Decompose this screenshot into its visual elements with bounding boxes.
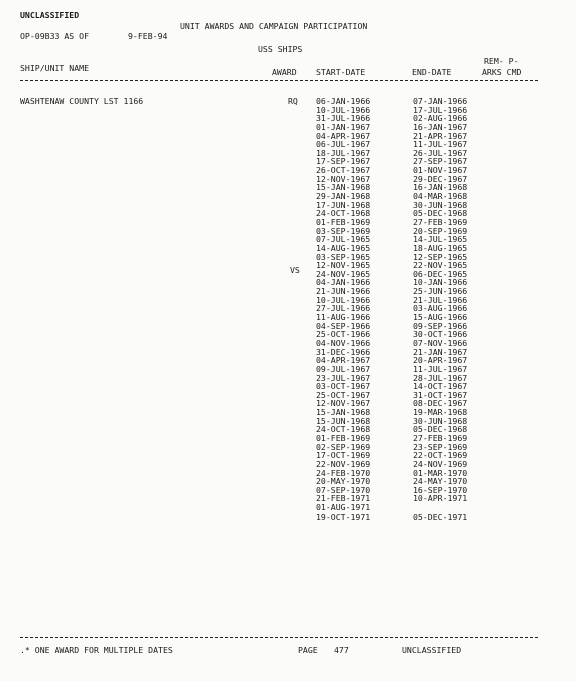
end-date-cell: 15-AUG-1966 (413, 312, 468, 323)
start-date-cell: 24-OCT-1968 (316, 208, 371, 219)
start-date-cell: 31-JUL-1966 (316, 113, 371, 124)
end-date-cell: 22-OCT-1969 (413, 450, 468, 461)
end-date-cell: 30-JUN-1968 (413, 199, 468, 210)
end-date-cell: 23-SEP-1969 (413, 441, 468, 452)
end-date-cell: 27-FEB-1969 (413, 432, 468, 443)
footnote: .* ONE AWARD FOR MULTIPLE DATES (20, 645, 173, 655)
end-date-cell: 26-JUL-1967 (413, 147, 468, 158)
end-date-cell: 30-OCT-1966 (413, 329, 468, 340)
end-date-cell: 09-SEP-1966 (413, 320, 468, 331)
end-date-cell: 28-JUL-1967 (413, 372, 468, 383)
start-date-cell: 06-JUL-1967 (316, 139, 371, 150)
end-date-cell: 01-NOV-1967 (413, 165, 468, 176)
end-date-cell: 04-MAR-1968 (413, 191, 468, 202)
end-date-cell: 21-JAN-1967 (413, 346, 468, 357)
end-date-cell: 05-DEC-1971 (413, 511, 468, 522)
start-date-column (316, 97, 370, 521)
start-date-cell: 20-MAY-1970 (316, 476, 371, 487)
start-date-cell: 03-OCT-1967 (316, 381, 371, 392)
end-date-cell: 16-SEP-1970 (413, 484, 468, 495)
start-date-cell: 10-JUL-1966 (316, 294, 371, 305)
footer-divider (20, 637, 538, 638)
start-date-cell: 18-JUL-1967 (316, 147, 371, 158)
start-date-cell: 07-SEP-1970 (316, 484, 371, 495)
start-date-cell: 01-FEB-1969 (316, 432, 371, 443)
end-date-cell: 01-MAR-1970 (413, 467, 468, 478)
end-date-cell: 07-JAN-1966 (413, 96, 468, 106)
end-date-cell: 17-JUL-1966 (413, 104, 468, 115)
start-date-cell: 04-NOV-1966 (316, 337, 371, 348)
end-date-header: END-DATE (412, 67, 452, 77)
end-date-cell: 11-JUL-1967 (413, 139, 468, 150)
start-date-cell: 04-APR-1967 (316, 355, 371, 366)
start-date-cell: 24-OCT-1968 (316, 424, 371, 435)
as-of-date: 9-FEB-94 (128, 31, 168, 41)
start-date-cell: 15-JAN-1968 (316, 407, 371, 418)
page-label: PAGE (298, 645, 318, 655)
start-date-cell: 12-NOV-1967 (316, 173, 371, 184)
start-date-cell: 09-JUL-1967 (316, 363, 371, 374)
start-date-cell: 24-NOV-1965 (316, 268, 371, 279)
end-date-cell: 08-DEC-1967 (413, 398, 468, 409)
report-title: UNIT AWARDS AND CAMPAIGN PARTICIPATION (180, 21, 368, 31)
classification-top: UNCLASSIFIED (20, 10, 80, 20)
start-date-cell: 01-JAN-1967 (316, 121, 371, 132)
start-date-cell: 31-DEC-1966 (316, 346, 371, 357)
start-date-cell: 04-JAN-1966 (316, 277, 371, 288)
start-date-cell: 15-JUN-1968 (316, 415, 371, 426)
end-date-cell: 11-JUL-1967 (413, 363, 468, 374)
end-date-cell: 29-DEC-1967 (413, 173, 468, 184)
start-date-header: START-DATE (316, 67, 366, 77)
start-date-cell: 02-SEP-1969 (316, 441, 371, 452)
award-header: AWARD (272, 67, 297, 77)
start-date-cell: 06-JAN-1966 (316, 96, 371, 106)
start-date-cell: 04-APR-1967 (316, 130, 371, 141)
end-date-cell: 31-OCT-1967 (413, 389, 468, 400)
start-date-cell: 12-NOV-1967 (316, 398, 371, 409)
start-date-cell: 17-OCT-1969 (316, 450, 371, 461)
end-date-cell: 10-JAN-1966 (413, 277, 468, 288)
start-date-cell: 27-JUL-1966 (316, 303, 371, 314)
end-date-cell: 27-SEP-1967 (413, 156, 468, 167)
end-date-column (413, 97, 467, 521)
start-date-cell: 12-NOV-1965 (316, 260, 371, 271)
end-date-cell: 14-OCT-1967 (413, 381, 468, 392)
end-date-cell: 03-AUG-1966 (413, 303, 468, 314)
end-date-cell: 10-APR-1971 (413, 493, 468, 504)
end-date-cell: 16-JAN-1967 (413, 121, 468, 132)
end-date-cell: 19-MAR-1968 (413, 407, 468, 418)
start-date-cell: 11-AUG-1966 (316, 312, 371, 323)
end-date-cell: 07-NOV-1966 (413, 337, 468, 348)
award-code-rq: RQ (288, 96, 298, 106)
start-date-cell: 24-FEB-1970 (316, 467, 371, 478)
start-date-cell: 10-JUL-1966 (316, 104, 371, 115)
classification-bottom: UNCLASSIFIED (402, 645, 462, 655)
report-subtitle: USS SHIPS (258, 44, 303, 54)
start-date-cell: 03-SEP-1969 (316, 225, 371, 236)
start-date-cell: 22-NOV-1969 (316, 458, 371, 469)
start-date-cell: 19-OCT-1971 (316, 511, 371, 522)
start-date-cell: 01-FEB-1969 (316, 216, 371, 227)
award-code-vs: VS (290, 265, 300, 275)
start-date-cell: 25-OCT-1967 (316, 389, 371, 400)
end-date-cell: 24-MAY-1970 (413, 476, 468, 487)
end-date-cell: 30-JUN-1968 (413, 415, 468, 426)
unit-name-header: SHIP/UNIT NAME (20, 63, 90, 73)
end-date-cell: 21-JUL-1966 (413, 294, 468, 305)
start-date-cell: 01-AUG-1971 (316, 502, 371, 513)
start-date-cell: 29-JAN-1968 (316, 191, 371, 202)
end-date-cell: 20-SEP-1969 (413, 225, 468, 236)
end-date-cell: 24-NOV-1969 (413, 458, 468, 469)
start-date-cell: 03-SEP-1965 (316, 251, 371, 262)
start-date-cell: 21-JUN-1966 (316, 286, 371, 297)
report-id: OP-09B33 AS OF (20, 31, 90, 41)
end-date-cell: 22-NOV-1965 (413, 260, 468, 271)
end-date-cell: 18-AUG-1965 (413, 242, 468, 253)
end-date-cell: 21-APR-1967 (413, 130, 468, 141)
end-date-cell: 02-AUG-1966 (413, 113, 468, 124)
remarks-header-bottom: ARKS CMD (482, 67, 522, 77)
end-date-cell: 06-DEC-1965 (413, 268, 468, 279)
end-date-cell: 05-DEC-1968 (413, 208, 468, 219)
start-date-cell: 23-JUL-1967 (316, 372, 371, 383)
end-date-cell: 25-JUN-1966 (413, 286, 468, 297)
end-date-cell: 27-FEB-1969 (413, 216, 468, 227)
end-date-cell: 12-SEP-1965 (413, 251, 468, 262)
start-date-cell: 26-OCT-1967 (316, 165, 371, 176)
start-date-cell: 04-SEP-1966 (316, 320, 371, 331)
end-date-cell: 16-JAN-1968 (413, 182, 468, 193)
start-date-cell: 07-JUL-1965 (316, 234, 371, 245)
start-date-cell: 15-JAN-1968 (316, 182, 371, 193)
end-date-cell: 05-DEC-1968 (413, 424, 468, 435)
end-date-cell: 14-JUL-1965 (413, 234, 468, 245)
start-date-cell: 17-SEP-1967 (316, 156, 371, 167)
page-number: 477 (334, 645, 349, 655)
end-date-cell: 20-APR-1967 (413, 355, 468, 366)
start-date-cell: 21-FEB-1971 (316, 493, 371, 504)
header-divider (20, 80, 538, 81)
start-date-cell: 25-OCT-1966 (316, 329, 371, 340)
remarks-header-top: REM- P- (484, 56, 519, 66)
end-date-cell (413, 503, 467, 512)
start-date-cell: 17-JUN-1968 (316, 199, 371, 210)
unit-name: WASHTENAW COUNTY LST 1166 (20, 96, 144, 106)
start-date-cell: 14-AUG-1965 (316, 242, 371, 253)
